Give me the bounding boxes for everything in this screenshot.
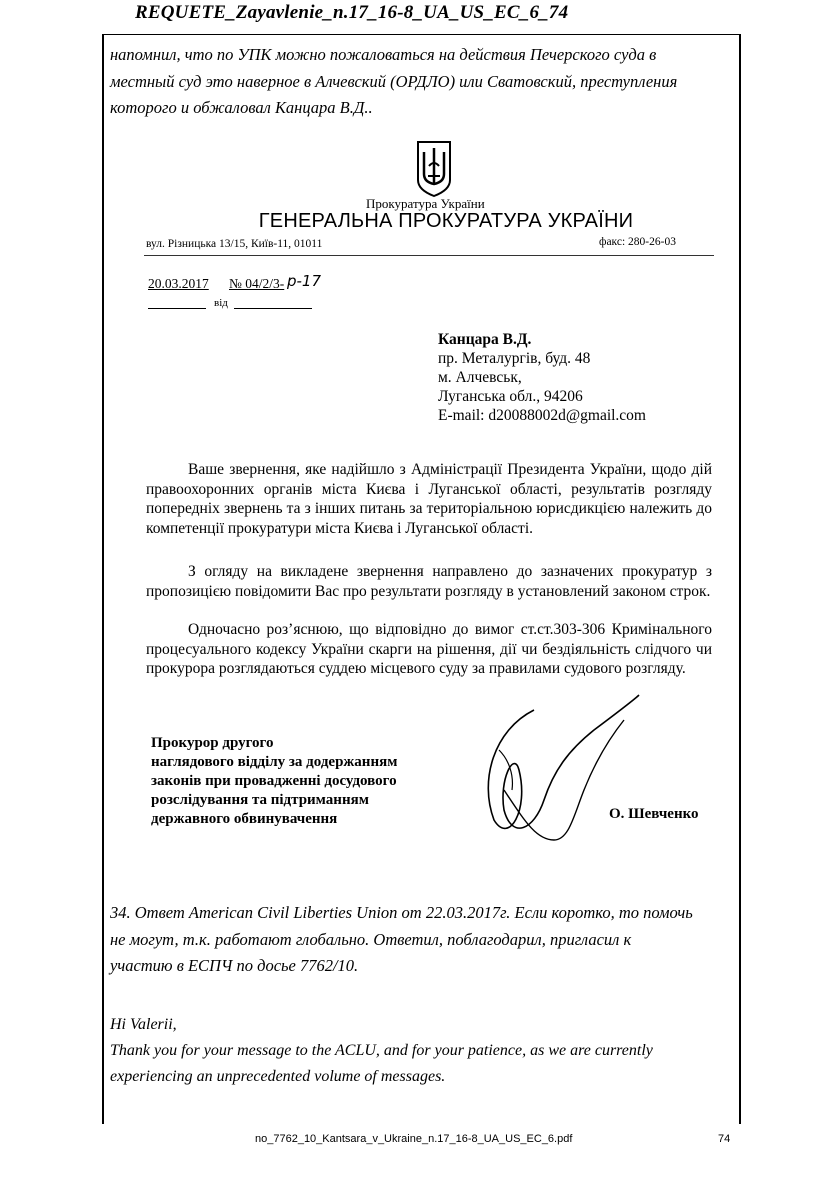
trident-emblem-icon [416, 140, 452, 198]
item-34-paragraph [110, 900, 735, 980]
email-line: Thank you for your message to the ACLU, and for your patience, as we are currently [110, 1042, 653, 1059]
intro-line: напомнил, что по УПК можно пожаловаться на действия Печерского суда в [110, 45, 657, 64]
signer-title-line: Прокурор другого [151, 735, 274, 751]
intro-line: которого и обжаловал Канцара В.Д.. [110, 98, 373, 117]
letter-number: № 04/2/3- [229, 276, 285, 291]
from-label: від [214, 297, 228, 309]
signer-title-line: державного обвинувачення [151, 811, 338, 827]
email-line: experiencing an unprecedented volume of messages. [110, 1068, 446, 1085]
paragraph-text: Одночасно роз’яснюю, що відповідно до вимог ст.ст.303-306 Кримінального процесуального кодексу України скарги на рішення, дії чи бездіяльність слідчого чи прокурора розглядаються суддею місцевого суду за правилами судового розгляду. [146, 621, 712, 677]
addressee-city: м. Алчевськ, [438, 369, 522, 386]
item-34-line: не могут, т.к. работают глобально. Ответил, поблагодарил, пригласил к [110, 929, 632, 949]
item-34-line: 34. Ответ American Civil Liberties Union от 22.03.2017г. Если коротко, то помочь [110, 903, 693, 922]
letter-paragraph-3 [146, 620, 712, 679]
email-greeting: Hi Valerii, [110, 1016, 177, 1033]
addressee-block [438, 330, 646, 425]
letter-number-handwritten: р-17 [287, 272, 322, 290]
blank-line-left [148, 308, 206, 309]
item-34-line: участию в ЕСПЧ по досье 7762/10. [110, 956, 359, 975]
blank-line-right [234, 308, 312, 309]
signer-title [151, 734, 397, 829]
org-fax: факс: 280-26-03 [599, 236, 676, 248]
letter-paragraph-2 [146, 562, 712, 601]
signer-title-line: розслідування та підтриманням [151, 792, 369, 808]
signer-title-line: наглядового відділу за додержанням [151, 754, 398, 770]
org-name: ГЕНЕРАЛЬНА ПРОКУРАТУРА УКРАЇНИ [258, 210, 634, 232]
addressee-street: пр. Металургів, буд. 48 [438, 350, 591, 367]
paragraph-text: Ваше звернення, яке надійшло з Адміністрації Президента України, щодо дій правоохоронних органів міста Києва і Луганської області, результатів розгляду попередніх звернень та з інших питань за територіальною юрисдикцією належить до компетенції прокуратури міста Києва і Луганської області. [146, 461, 712, 537]
scanned-letter [104, 130, 740, 870]
top-border-line [103, 34, 740, 35]
intro-line: местный суд это наверное в Алчевский (ОРДЛО) или Сватовский, преступления [110, 71, 678, 91]
page-header-title: REQUETE_Zayavlenie_n.17_16-8_UA_US_EC_6_74 [135, 2, 569, 23]
footer-page-number: 74 [718, 1133, 731, 1145]
letter-date: 20.03.2017 [148, 276, 209, 291]
addressee-name: Канцара В.Д. [438, 331, 532, 348]
org-address: вул. Різницька 13/15, Київ-11, 01011 [146, 238, 323, 250]
letterhead-rule [144, 255, 714, 256]
handwritten-signature [474, 690, 644, 850]
org-small-label: Прокуратура України [366, 196, 485, 211]
addressee-region: Луганська обл., 94206 [438, 388, 583, 405]
letter-paragraph-1 [146, 460, 712, 538]
addressee-email: E-mail: d20088002d@gmail.com [438, 407, 646, 424]
paragraph-text: З огляду на викладене звернення направлено до зазначених прокуратур з пропозицією повідомити Вас про результати розгляду в установлений законом строк. [146, 563, 712, 600]
email-quote [110, 1012, 740, 1090]
signer-title-line: законів при провадженні досудового [151, 773, 397, 789]
footer-filename: no_7762_10_Kantsara_v_Ukraine_n.17_16-8_UA_US_EC_6.pdf [255, 1133, 573, 1145]
signer-name: О. Шевченко [609, 806, 699, 822]
intro-paragraph [110, 42, 735, 122]
